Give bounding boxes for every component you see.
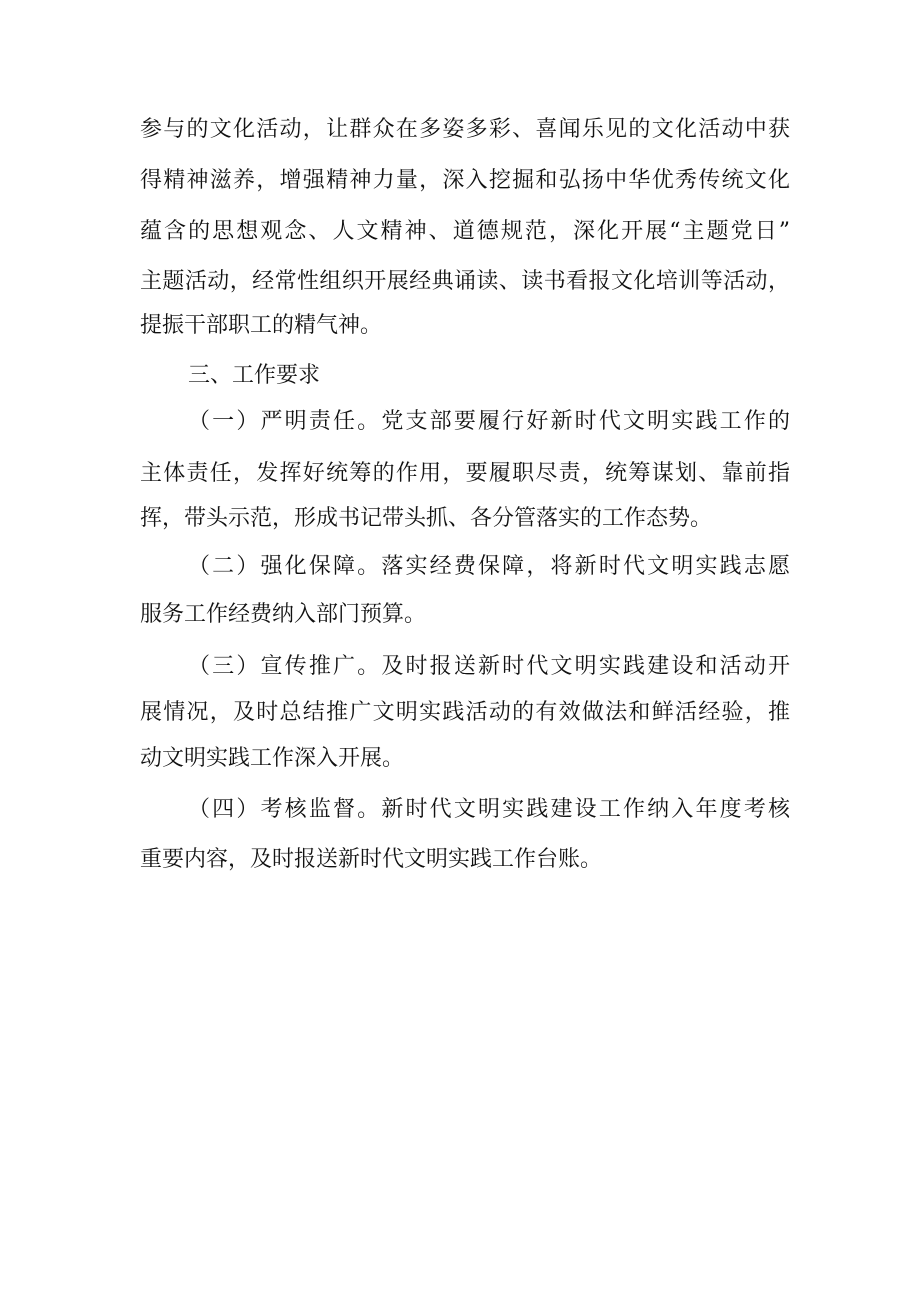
paragraph-line: 参与的文化活动，让群众在多姿多彩、喜闻乐见的文化活动中获: [140, 117, 790, 142]
paragraph-line: 主题活动，经常性组织开展经典诵读、读书看报文化培训等活动，: [140, 269, 790, 294]
section-heading: 三、工作要求: [188, 363, 321, 388]
paragraph-line: 主体责任，发挥好统筹的作用，要履职尽责，统筹谋划、靠前指: [140, 461, 790, 486]
paragraph-line: （三）宣传推广。及时报送新时代文明实践建设和活动开: [188, 654, 790, 679]
paragraph-line: 重要内容，及时报送新时代文明实践工作台账。: [140, 847, 603, 872]
paragraph-line: 挥，带头示范，形成书记带头抓、各分管落实的工作态势。: [140, 506, 713, 531]
paragraph-line: 服务工作经费纳入部门预算。: [140, 602, 427, 627]
paragraph-line: （二）强化保障。落实经费保障，将新时代文明实践志愿: [188, 554, 790, 579]
paragraph-line: 展情况，及时总结推广文明实践活动的有效做法和鲜活经验，推: [140, 700, 790, 725]
paragraph-line: （四）考核监督。新时代文明实践建设工作纳入年度考核: [188, 797, 790, 822]
paragraph-line: 提振干部职工的精气神。: [140, 313, 383, 338]
paragraph-line: 动文明实践工作深入开展。: [140, 746, 405, 771]
paragraph-line: 得精神滋养，增强精神力量，深入挖掘和弘扬中华优秀传统文化: [140, 168, 790, 193]
paragraph-line: （一）严明责任。党支部要履行好新时代文明实践工作的: [188, 409, 790, 434]
paragraph-line: 蕴含的思想观念、人文精神、道德规范，深化开展“主题党日”: [140, 219, 790, 244]
